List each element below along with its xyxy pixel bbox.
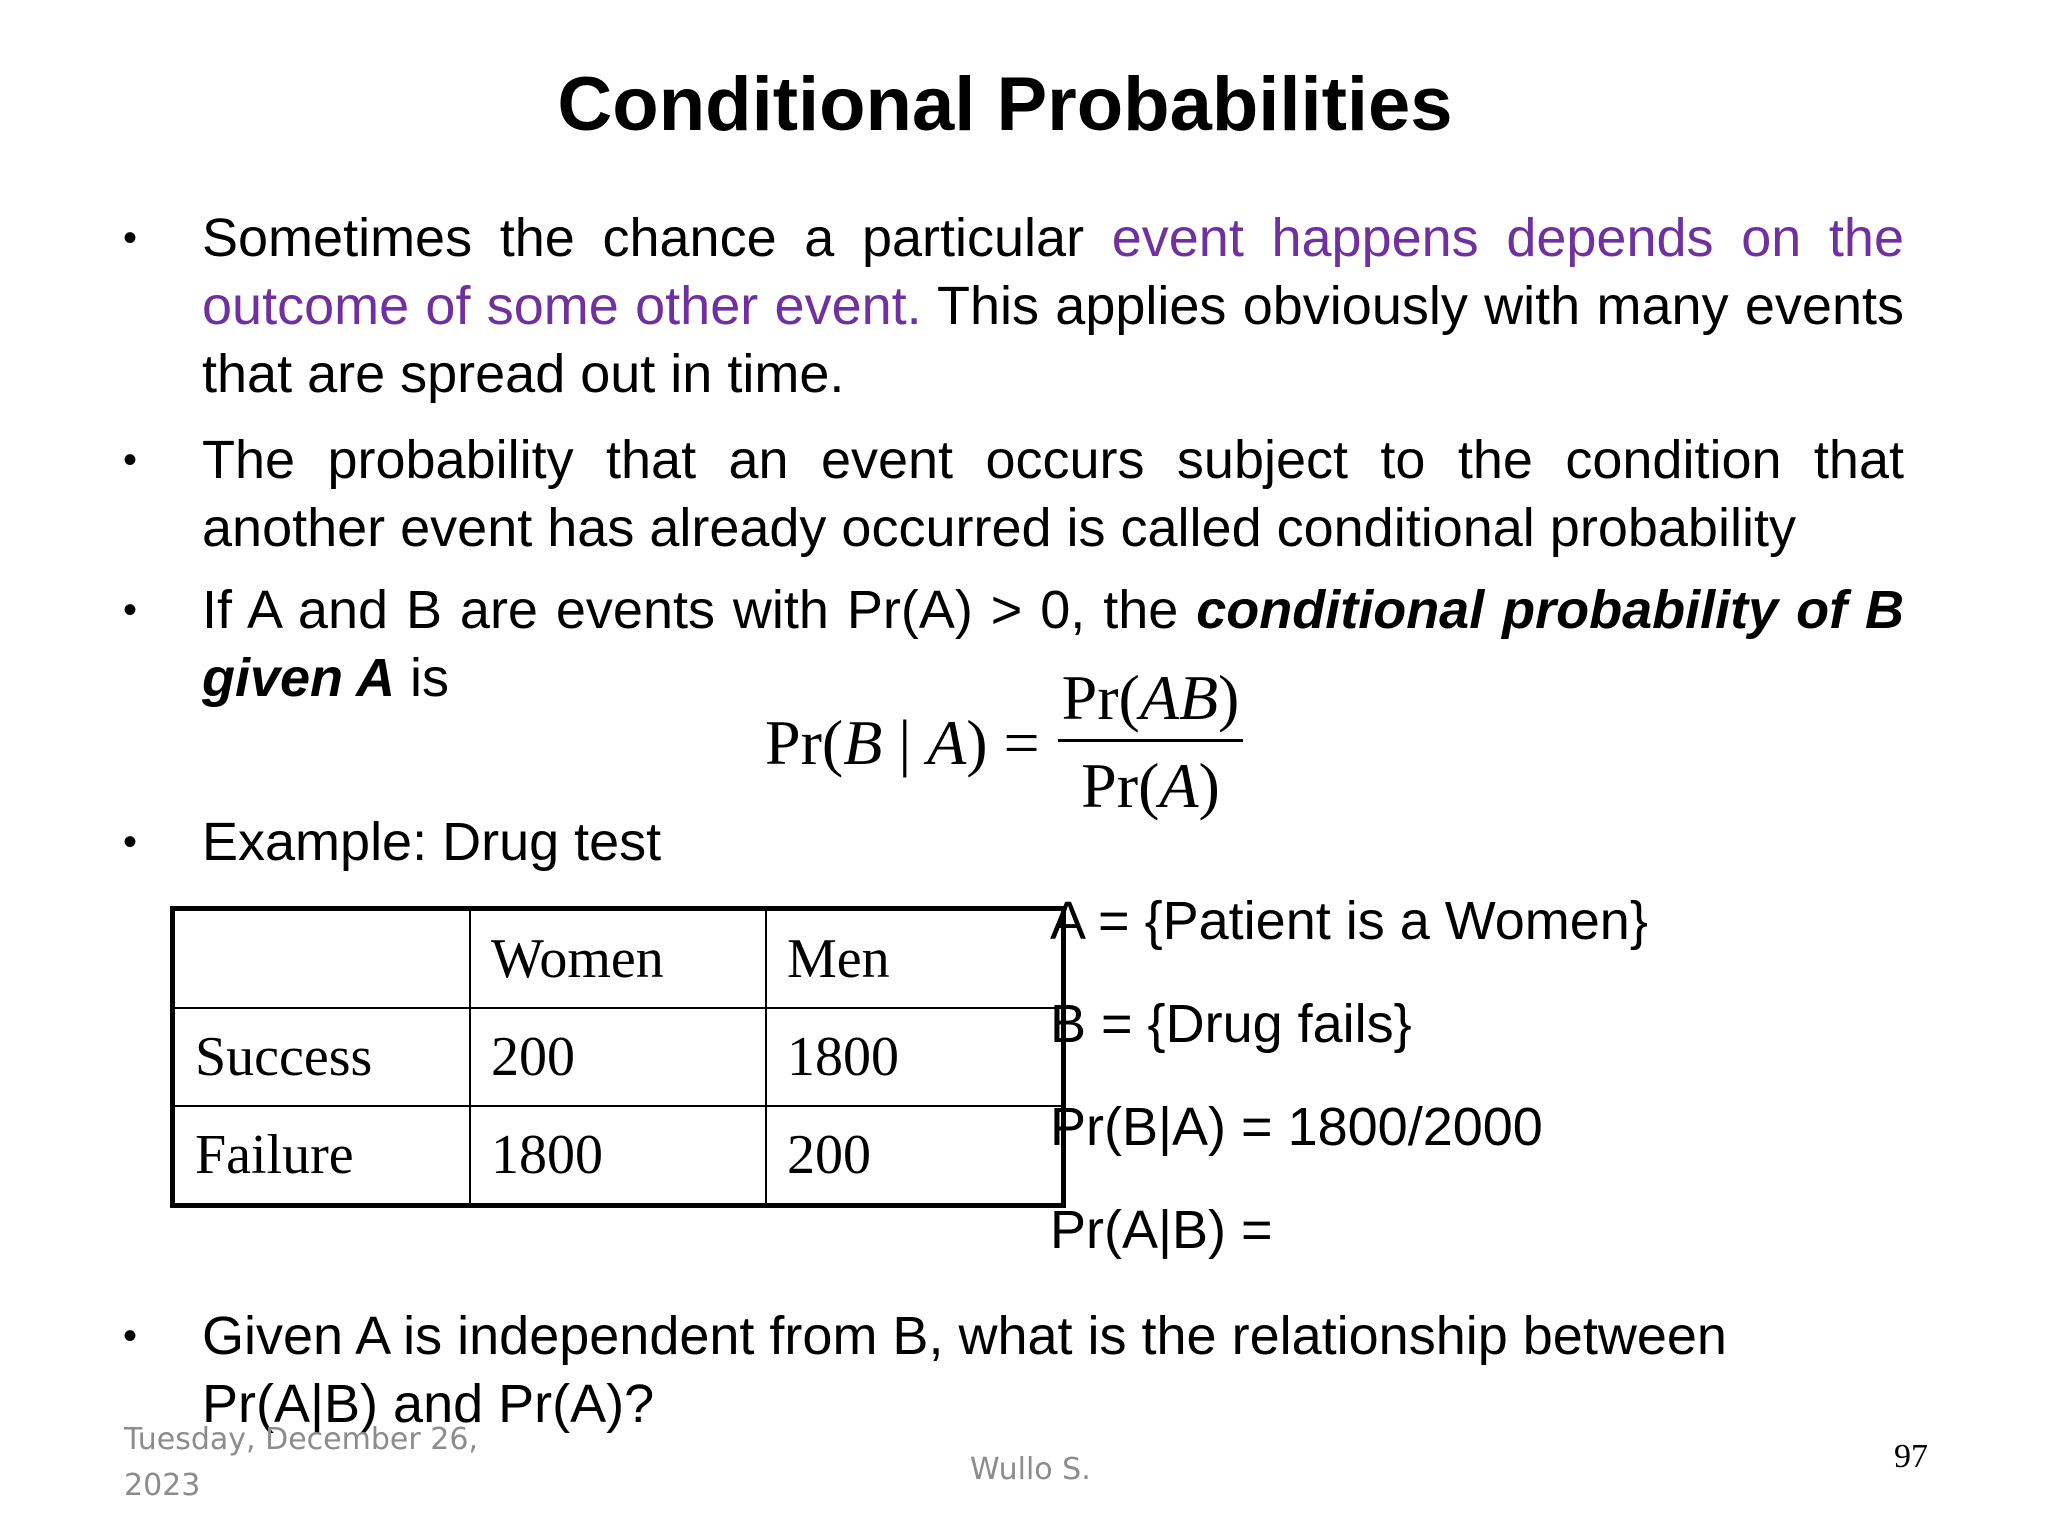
bullet-1-text-b: This applies obviously with many events that are spread out in time. — [202, 276, 1904, 404]
table-cell: Failure — [173, 1106, 471, 1206]
bullet-1-highlight: event happens depends on the outcome of some other event. — [202, 208, 1904, 336]
table-cell: 200 — [766, 1106, 1064, 1206]
table-header-cell: Women — [470, 909, 766, 1009]
bullet-3-emphasis: conditional probability of B given A — [202, 580, 1904, 708]
footer-author: Wullo S. — [970, 1452, 1091, 1487]
pr-a-given-b: Pr(A|B) = — [1050, 1200, 1273, 1260]
bullet-4: Example: Drug test — [202, 812, 662, 872]
bullet-marker: • — [123, 1314, 138, 1358]
bullet-5: Given A is independent from B, what is the relationship between Pr(A|B) and Pr(A)? — [202, 1306, 1727, 1434]
table-header-cell: Men — [766, 909, 1064, 1009]
bullet-3-text-a: If A and B are events with Pr(A) > 0, the — [202, 580, 1197, 640]
formula-fraction — [1058, 659, 1244, 828]
formula-numerator: Pr(AB) — [1058, 659, 1244, 742]
table-cell: 200 — [470, 1008, 766, 1106]
drug-test-table — [170, 906, 1066, 1208]
bullet-2: The probability that an event occurs subject to the condition that another event has already occurred is called conditional probability — [202, 430, 1904, 558]
table-cell: 1800 — [470, 1106, 766, 1206]
table-cell: 1800 — [766, 1008, 1064, 1106]
table-row — [173, 1008, 1064, 1106]
slide-title: Conditional Probabilities — [557, 62, 1453, 147]
formula-lhs: Pr(B | A) = — [765, 707, 1040, 778]
bullet-1 — [202, 204, 1904, 408]
event-b-definition: B = {Drug fails} — [1050, 994, 1412, 1054]
table-header-cell — [173, 909, 471, 1009]
bullet-marker: • — [123, 216, 138, 260]
event-a-definition: A = {Patient is a Women} — [1050, 891, 1648, 951]
bullet-1-text-a: Sometimes the chance a particular — [202, 208, 1112, 268]
table-header-row — [173, 909, 1064, 1009]
table-row — [173, 1106, 1064, 1206]
page-number: 97 — [1894, 1438, 1928, 1475]
bullet-marker: • — [123, 438, 138, 482]
footer-date: Tuesday, December 26, 2023 — [124, 1422, 478, 1503]
table-cell: Success — [173, 1008, 471, 1106]
bullet-marker: • — [123, 820, 138, 864]
bullet-marker: • — [123, 588, 138, 632]
bullet-3-text-b: is — [395, 648, 450, 708]
pr-b-given-a: Pr(B|A) = 1800/2000 — [1050, 1097, 1543, 1157]
conditional-probability-formula — [765, 658, 1243, 828]
formula-denominator: Pr(A) — [1081, 749, 1220, 821]
